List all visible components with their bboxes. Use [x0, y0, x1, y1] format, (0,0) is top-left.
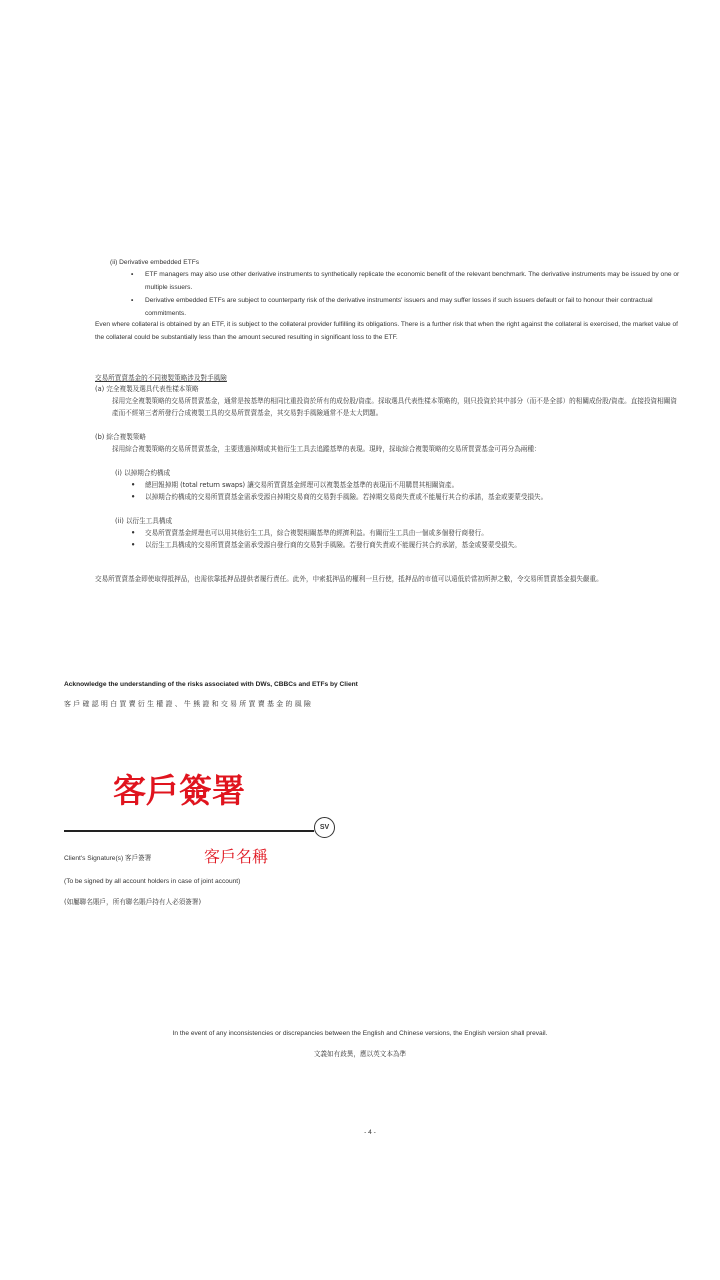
- section-b-i-bullet-1: • 總回報掉期 (total return swaps) 讓交易所買賣基金經理可以複製基金基準的表現而不用購買其相關資產。: [145, 480, 680, 492]
- section-a-heading: (a) 完全複製及選具代表性樣本策略: [95, 385, 199, 393]
- sv-stamp-label: SV: [319, 824, 330, 831]
- section-b-ii-bullet-2: • 以衍生工具構成的交易所買賣基金需承受源自發行商的交易對手風險。若發行商失責或不能履行其合約承諾，基金或要蒙受損失。: [145, 540, 680, 552]
- section-b-text: 採用綜合複製策略的交易所買賣基金，主要透過掉期或其他衍生工具去追蹤基準的表現。現時，採取綜合複製策略的交易所買賣基金可再分為兩種：: [112, 445, 541, 453]
- chinese-section-heading: 交易所買賣基金的不同複製策略涉及對手風險: [95, 374, 227, 382]
- section-a-text: 採用完全複製策略的交易所買賣基金，通常是按基準的相同比重投資於所有的成份股/資產。採取選具代表性樣本策略的，則只投資於其中部分（而不是全部）的相關成份股/資產。直接投資相關資產而不經第三者所發行合成複製工具的交易所買賣基金，其交易對手風險通常不是太大問題。: [112, 397, 677, 417]
- section-b-i-heading: (i) 以掉期合約構成: [115, 469, 171, 477]
- section-b-i-bullet-2: • 以掉期合約構成的交易所買賣基金需承受源自掉期交易商的交易對手風險。若掉期交易商失責或不能履行其合約承諾，基金或要蒙受損失。: [145, 492, 680, 504]
- client-signature-label: Client's Signature(s) 客戶簽署: [64, 855, 152, 862]
- signature-line[interactable]: [64, 830, 314, 832]
- sv-stamp-icon: [314, 817, 335, 838]
- client-name-annotation: 客戶名稱: [204, 847, 269, 866]
- acknowledge-chinese: 客 戶 確 認 明 白 買 賣 衍 生 權 證 、 牛 熊 證 和 交 易 所 買 賣 基 金 的 風 險: [64, 700, 311, 708]
- section-b-heading: (b) 綜合複製策略: [95, 433, 146, 441]
- closing-paragraph: 交易所買賣基金即使取得抵押品，也需依靠抵押品提供者履行責任。此外，申索抵押品的權利一旦行使，抵押品的市值可以遠低於當初所押之數，令交易所買賣基金損失嚴重。: [95, 575, 603, 583]
- section-ii-bullet-2: • Derivative embedded ETFs are subject to counterparty risk of the derivative instruments' issuers and may suffer losses if such issuers default or fail to honour their contractual commitments.: [145, 294, 680, 320]
- section-b-ii-heading: (ii) 以衍生工具構成: [115, 517, 173, 525]
- joint-account-note-zh: (如屬聯名賬戶，所有聯名賬戶持有人必須簽署): [64, 898, 202, 906]
- client-signature-annotation: 客戶簽署: [113, 771, 245, 810]
- language-disclaimer-zh: 文義如有歧異，應以英文本為準: [313, 1050, 407, 1058]
- language-disclaimer-en: In the event of any inconsistencies or discrepancies between the English and Chinese versions, the English version shall prevail.: [172, 1030, 548, 1037]
- section-ii-bullet-1: • ETF managers may also use other derivative instruments to synthetically replicate the economic benefit of the relevant benchmark. The derivative instruments may be issued by one or multiple issuers.: [145, 268, 680, 294]
- acknowledge-english: Acknowledge the understanding of the risks associated with DWs, CBBCs and ETFs by Client: [64, 681, 358, 688]
- section-ii-heading: (ii) Derivative embedded ETFs: [110, 259, 200, 266]
- section-b-ii-bullet-1: • 交易所買賣基金經理也可以用其他衍生工具，綜合複製相關基準的經濟利益。有關衍生工具由一個或多個發行商發行。: [145, 528, 680, 540]
- collateral-paragraph: Even where collateral is obtained by an ETF, it is subject to the collateral provider fulfilling its obligations. There is a further risk that when the right against the collateral is exercised, the market value of the collateral could be substantially less than the amount secured resulting in significant loss to the ETF.: [95, 321, 678, 341]
- joint-account-note-en: (To be signed by all account holders in case of joint account): [64, 878, 241, 885]
- page-number: - 4 -: [364, 1129, 376, 1136]
